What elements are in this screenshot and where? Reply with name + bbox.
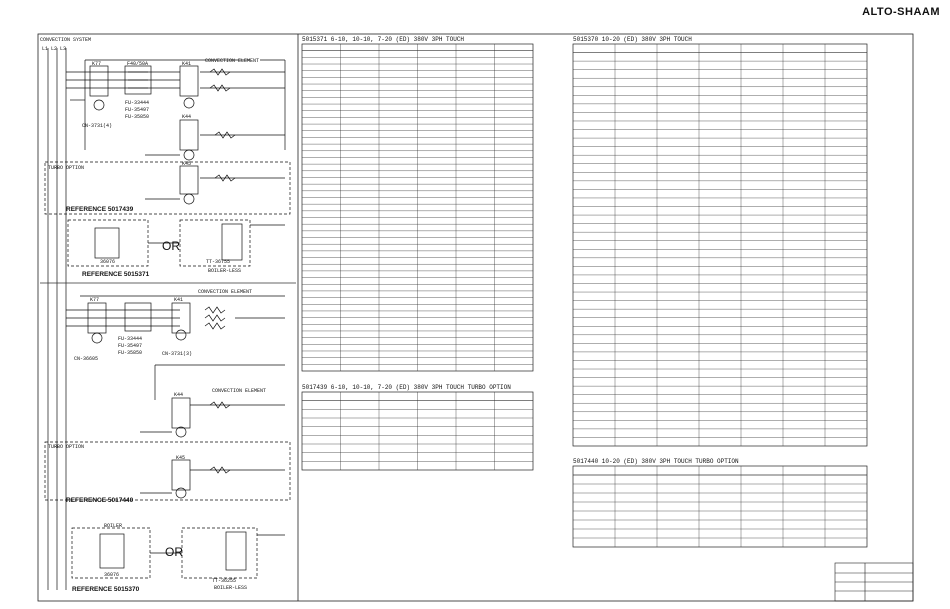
lower-k45-label: K45 <box>176 455 186 461</box>
phase-label-l3: L3 <box>60 46 67 52</box>
lower-k77-label: K77 <box>90 297 100 303</box>
lower-boiler-label: BOILER <box>104 523 123 529</box>
data-table-2 <box>302 392 533 470</box>
table-title-5015370: 5015370 10-20 (ED) 380V 3PH TOUCH <box>573 36 692 43</box>
upper-or-label: OR <box>162 239 180 253</box>
upper-fuse-label: F40/50A <box>127 61 149 67</box>
lower-k41-label: K41 <box>174 297 184 303</box>
lower-turbo-option: TURBO OPTION <box>48 444 85 450</box>
title-block <box>835 563 913 601</box>
lower-labels <box>48 289 266 593</box>
table-border <box>573 466 867 547</box>
lower-element-label: CONVECTION ELEMENT <box>198 289 253 295</box>
table-title-5017440: 5017440 10-20 (ED) 380V 3PH TOUCH TURBO OPTION <box>573 458 739 465</box>
upper-reference-2: REFERENCE 5015371 <box>82 271 150 278</box>
tables-layer <box>302 44 867 547</box>
lower-reference: REFERENCE 5017440 <box>66 497 134 504</box>
upper-turbo-option: TURBO OPTION <box>48 165 85 171</box>
upper-k45-label: K45 <box>182 161 192 167</box>
upper-k41-label: K41 <box>182 61 192 67</box>
lower-reference-2: REFERENCE 5015370 <box>72 586 140 593</box>
lower-boilerless-label: BOILER-LESS <box>214 585 248 591</box>
upper-fuse-part-3: FU-35850 <box>125 114 150 120</box>
upper-k77-label: K77 <box>92 61 102 67</box>
lower-cn-right: CN-3731(3) <box>162 351 193 357</box>
lower-fuse-part-3: FU-35850 <box>118 350 143 356</box>
lower-schematic <box>45 296 290 578</box>
upper-element-label: CONVECTION ELEMENT <box>205 58 260 64</box>
lower-fuse-part-1: FU-33444 <box>118 336 143 342</box>
upper-part-right: TT-36755 <box>206 259 231 265</box>
phase-label-l1: L1 <box>42 46 49 52</box>
data-table-4 <box>573 466 867 547</box>
upper-schematic <box>40 48 296 590</box>
upper-cn-part: CN-3731(4) <box>82 123 113 129</box>
upper-fuse-part-2: FU-35497 <box>125 107 150 113</box>
brand-logo: ALTO-SHAAM <box>862 6 940 18</box>
lower-element-label-2: CONVECTION ELEMENT <box>212 388 267 394</box>
upper-part-left: 36076 <box>100 259 116 265</box>
table-title-5015371: 5015371 6-10, 10-10, 7-20 (ED) 380V 3PH TOUCH <box>302 36 465 43</box>
upper-k44-label: K44 <box>182 114 192 120</box>
table-border <box>573 44 867 446</box>
lower-part-left: 36076 <box>104 572 120 578</box>
upper-boilerless-label: BOILER-LESS <box>208 268 242 274</box>
lower-k44-label: K44 <box>174 392 184 398</box>
table-title-5017439: 5017439 6-10, 10-10, 7-20 (ED) 380V 3PH TOUCH TURBO OPTION <box>302 384 511 391</box>
data-table-3 <box>573 44 867 446</box>
data-table-1 <box>302 44 533 371</box>
upper-reference: REFERENCE 5017439 <box>66 206 134 213</box>
lower-or-label: OR <box>165 545 183 559</box>
phase-label-l2: L2 <box>51 46 58 52</box>
lower-part-right: TT-36255 <box>212 578 237 584</box>
schematic-title: CONVECTION SYSTEM <box>40 37 92 43</box>
upper-fuse-part-1: FU-33444 <box>125 100 150 106</box>
lower-fuse-part-2: FU-35497 <box>118 343 143 349</box>
lower-cn-left: CN-36605 <box>74 356 99 362</box>
